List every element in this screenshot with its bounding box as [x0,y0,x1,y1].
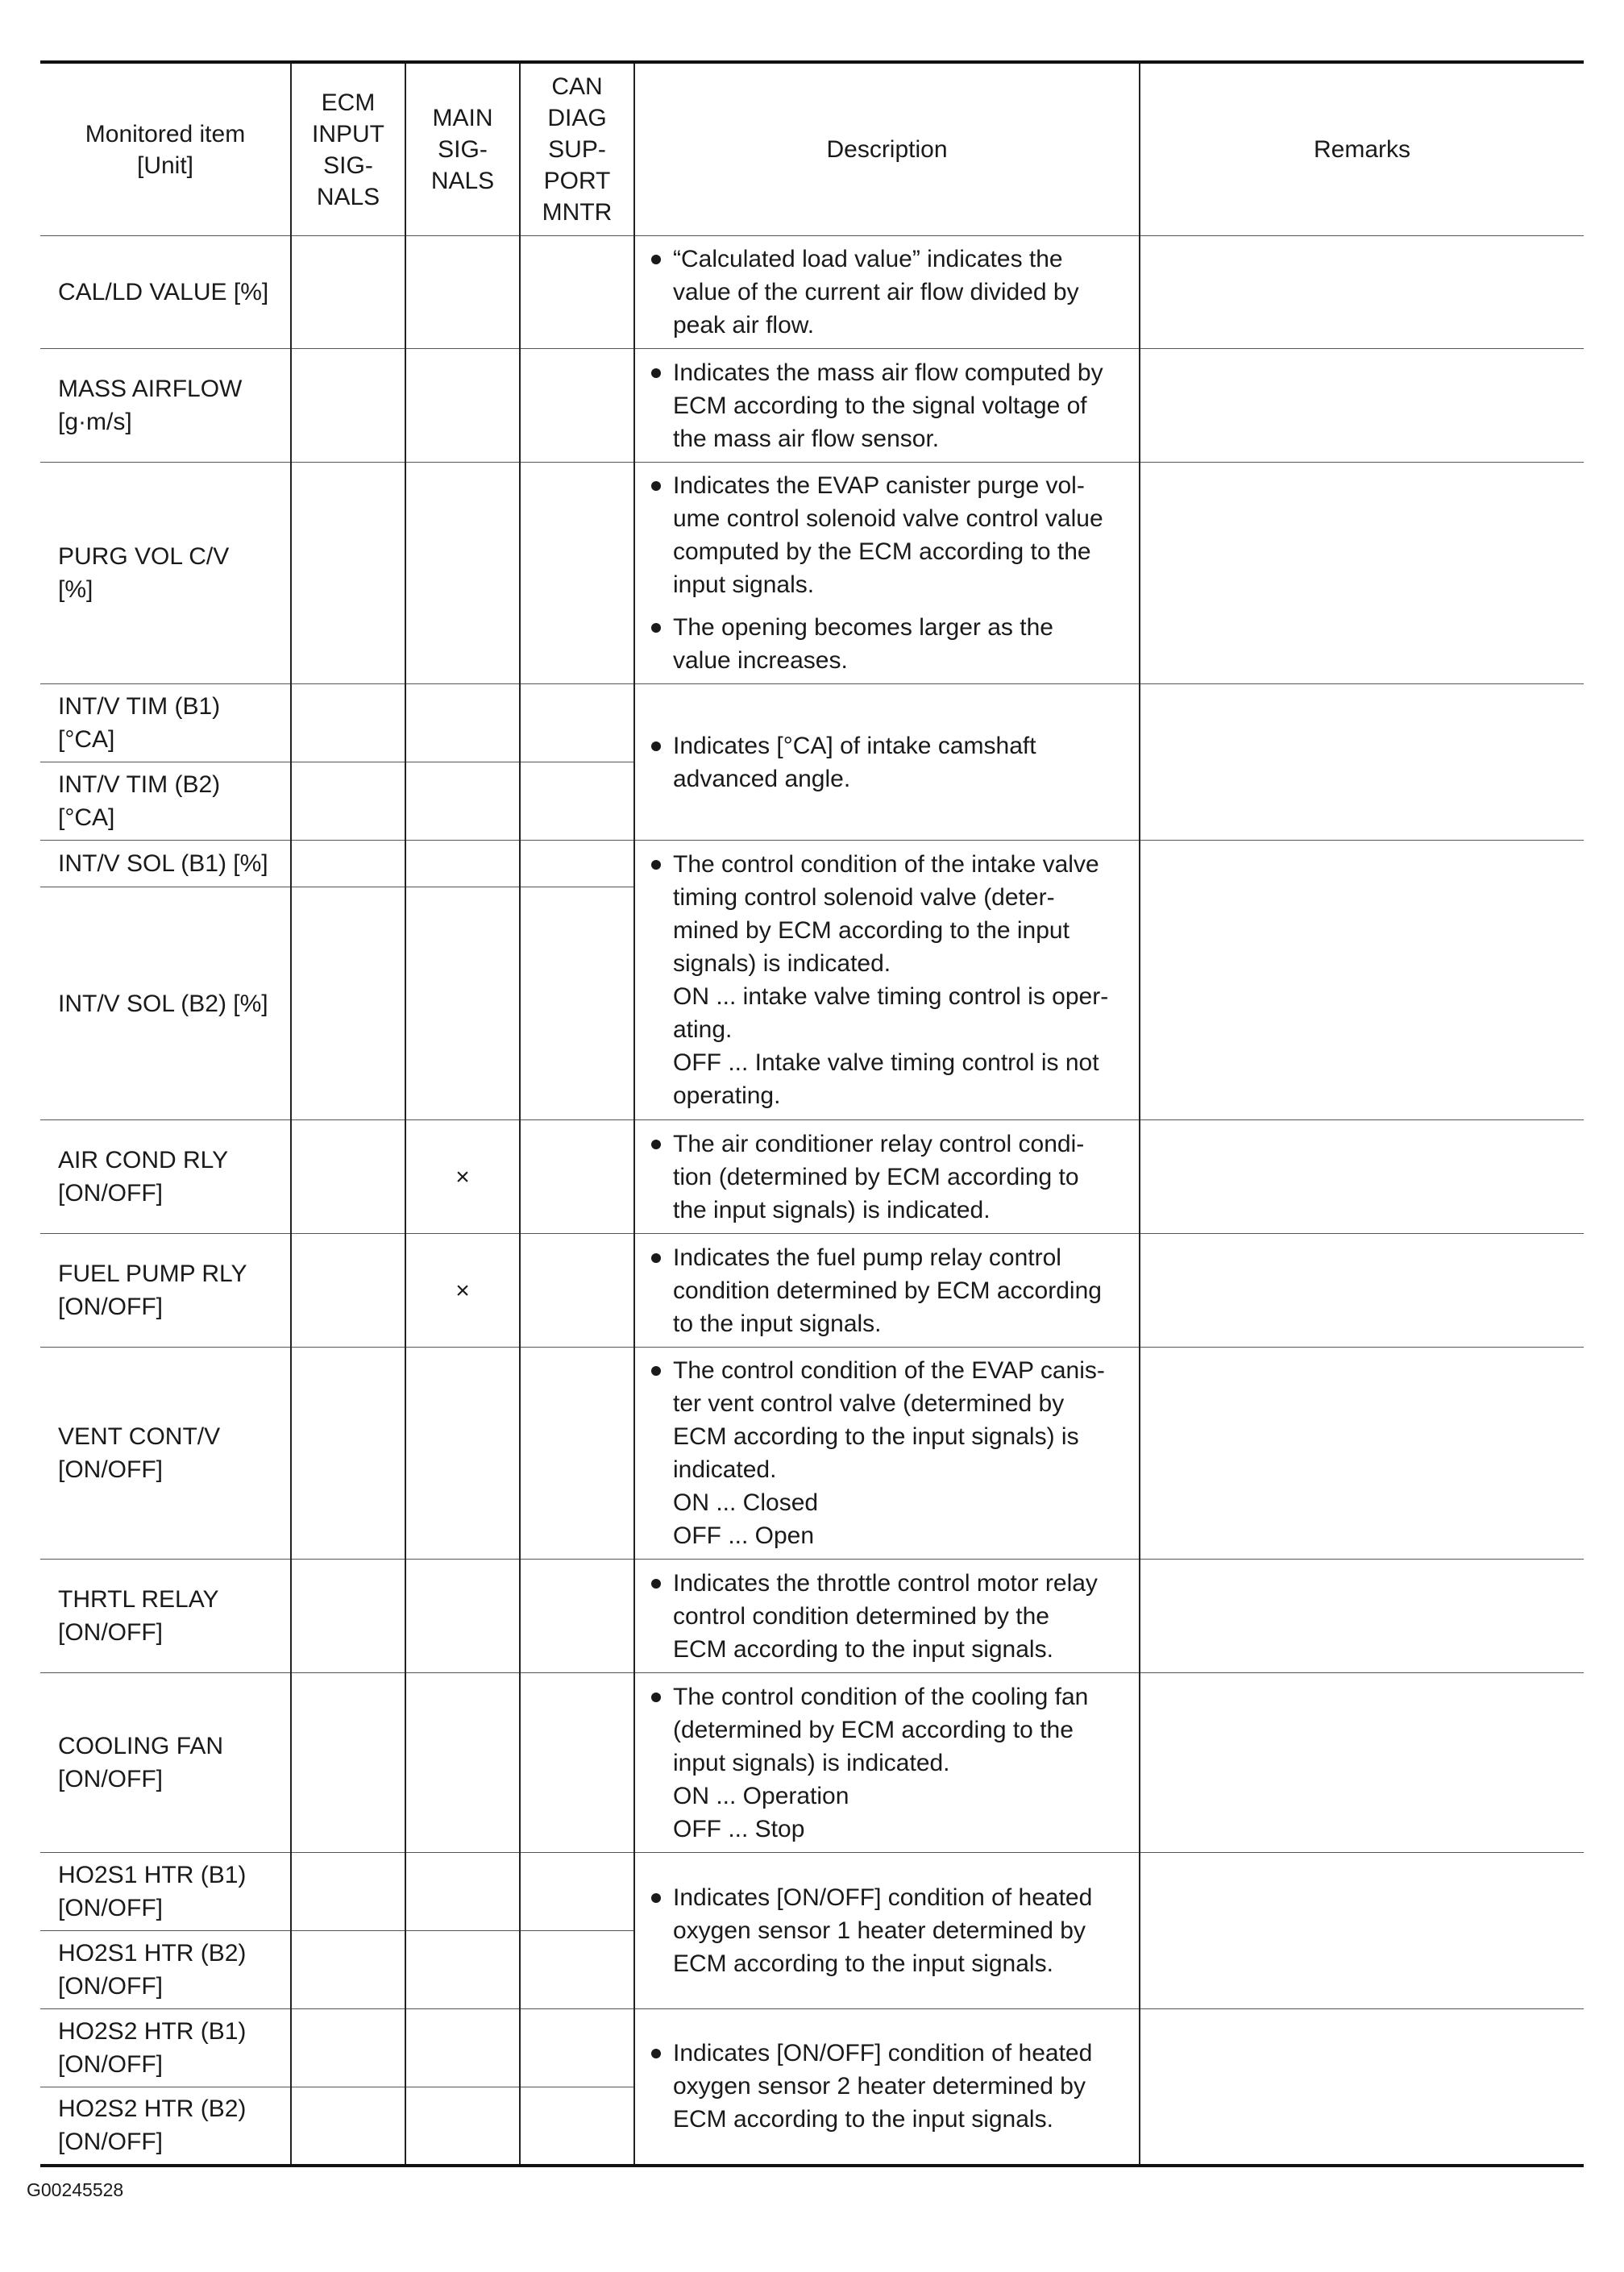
remarks-cell [1140,1348,1584,1560]
text-line: INT/V SOL (B2) [%] [58,990,268,1017]
description-line: signals) is indicated. [673,950,891,977]
description-line: the input signals) is indicated. [673,1196,991,1223]
remarks-cell [1140,1853,1584,2009]
remarks-cell [1140,2009,1584,2166]
ecm-input-cell [291,887,405,1120]
remarks-cell [1140,463,1584,684]
description-line: ON ... Operation [673,1782,849,1809]
monitored-item [40,463,291,684]
description [634,463,1140,684]
row-fuel-pump-rly [40,1234,1584,1348]
text-line: [ON/OFF] [58,1180,163,1207]
description-line: The control condition of the intake valve [673,851,1099,878]
description [634,1673,1140,1853]
text-line: INPUT [312,120,384,147]
remarks-cell [1140,1673,1584,1853]
description-line: value of the current air flow divided by [673,279,1079,305]
description-line: oxygen sensor 1 heater determined by [673,1917,1086,1944]
can-diag-cell [520,1120,634,1234]
monitored-item [40,684,291,762]
text-line: CAL/LD VALUE [%] [58,279,269,305]
can-diag-cell [520,887,634,1120]
main-signals-cell [405,887,520,1120]
monitored-item [40,1348,291,1560]
monitored-item [40,236,291,349]
description [634,1120,1140,1234]
description-bullet [651,1567,1131,1666]
main-signals-cell [405,1560,520,1673]
description-bullet [651,611,1131,677]
can-diag-cell [520,2009,634,2087]
text-line: [ON/OFF] [58,1895,163,1921]
description [634,1560,1140,1673]
bullet-dot-icon [651,860,661,870]
text-line: [ON/OFF] [58,1456,163,1483]
text-line: INT/V TIM (B1) [58,693,221,720]
description-line: Indicates the fuel pump relay control [673,1244,1061,1271]
remarks-cell [1140,841,1584,1120]
description-bullet [651,848,1131,1112]
description-bullet [651,1881,1131,1980]
monitored-item [40,2009,291,2087]
text-line: [°CA] [58,726,115,753]
description-line: operating. [673,1082,781,1109]
description-line: OFF ... Open [673,1522,815,1549]
monitored-item [40,1931,291,2009]
description [634,1348,1140,1560]
text-line: Monitored item [85,120,246,147]
description-line: Indicates [ON/OFF] condition of heated [673,2040,1093,2067]
header-remarks: Remarks [1140,62,1584,236]
can-diag-cell [520,1673,634,1853]
text-line: [ON/OFF] [58,1619,163,1646]
main-signals-cell [405,1931,520,2009]
description-bullet [651,243,1131,342]
description-line: ECM according to the input signals. [673,1635,1053,1663]
text-line: HO2S2 HTR (B2) [58,2095,247,2123]
text-line: THRTL RELAY [58,1586,219,1613]
text-line: DIAG [547,105,607,131]
description-line: control condition determined by the [673,1602,1049,1630]
monitored-item [40,1234,291,1348]
monitored-item [40,762,291,841]
description-line: mined by ECM according to the input [673,917,1070,944]
row-purg-vol-cv [40,463,1584,684]
main-signals-cell [405,1853,520,1931]
text-line: INT/V TIM (B2) [58,771,221,798]
text-line: CAN [551,73,603,100]
main-signals-cell [405,1348,520,1560]
text-line: INT/V SOL (B1) [%] [58,850,268,877]
description [634,349,1140,463]
bullet-dot-icon [651,1140,661,1149]
text-line: HO2S2 HTR (B1) [58,2018,247,2045]
main-signals-cell [405,463,520,684]
text-line: ECM [321,89,376,116]
remarks-cell [1140,1120,1584,1234]
description [634,236,1140,349]
description-line: tion (determined by ECM according to [673,1163,1079,1190]
ecm-input-cell [291,684,405,762]
bullet-dot-icon [651,1366,661,1376]
description-line: ECM according to the input signals. [673,1950,1053,1977]
text-line: [ON/OFF] [58,2129,163,2156]
description-line: Indicates [°CA] of intake camshaft [673,732,1036,759]
main-signals-cell [405,236,520,349]
description-line: ECM according to the input signals. [673,2106,1053,2133]
header-ecm-input-signals [291,62,405,236]
description-line: condition determined by ECM according [673,1277,1102,1304]
text-line: [ON/OFF] [58,1294,163,1320]
description-line: timing control solenoid valve (deter- [673,884,1055,911]
description-bullet [651,469,1131,601]
description-line: input signals. [673,571,815,598]
figure-code: G00245528 [27,2179,124,2200]
can-diag-cell [520,841,634,887]
description-line: Indicates the throttle control motor relay [673,1569,1098,1597]
description-line: computed by the ECM according to the [673,538,1091,565]
row-vent-contv [40,1348,1584,1560]
text-line: [g·m/s] [58,409,132,435]
remarks-cell [1140,236,1584,349]
text-line: MAIN [432,105,493,131]
row-air-cond-rly [40,1120,1584,1234]
row-ho2s2-htr-b1 [40,2009,1584,2087]
text-line: SIG- [323,152,373,179]
remarks-cell [1140,1560,1584,1673]
description-line: ECM according to the input signals) is [673,1423,1079,1450]
can-diag-cell [520,349,634,463]
row-cooling-fan [40,1673,1584,1853]
description-bullet [651,1354,1131,1552]
monitored-item [40,2087,291,2166]
row-intv-tim-b1 [40,684,1584,762]
bullet-dot-icon [651,368,661,378]
text-line: FUEL PUMP RLY [58,1261,247,1287]
ecm-input-cell [291,349,405,463]
description-line: ating. [673,1016,733,1043]
description-line: peak air flow. [673,312,815,339]
description-line: (determined by ECM according to the [673,1716,1074,1743]
remarks-cell [1140,684,1584,841]
description-bullet [651,356,1131,455]
description-line: indicated. [673,1456,777,1483]
bullet-dot-icon [651,741,661,751]
description-line: Indicates [ON/OFF] condition of heated [673,1884,1093,1911]
text-line: SUP- [548,136,606,163]
ecm-input-cell [291,1348,405,1560]
remarks-cell [1140,349,1584,463]
can-diag-cell [520,1560,634,1673]
header-can-diag-support-mntr [520,62,634,236]
text-line: [%] [58,576,93,603]
description-line: ON ... intake valve timing control is oper- [673,983,1109,1010]
description-line: OFF ... Intake valve timing control is not [673,1049,1099,1076]
text-line: HO2S1 HTR (B1) [58,1862,247,1888]
description-line: to the input signals. [673,1310,882,1337]
ecm-input-cell [291,841,405,887]
description-bullet [651,1128,1131,1227]
monitored-item [40,841,291,887]
can-diag-cell [520,236,634,349]
can-diag-cell [520,1853,634,1931]
ecm-input-cell [291,1120,405,1234]
description-line: the mass air flow sensor. [673,425,940,452]
header-description: Description [634,62,1140,236]
description [634,841,1140,1120]
description-line: oxygen sensor 2 heater determined by [673,2073,1086,2100]
row-thrtl-relay [40,1560,1584,1673]
description [634,2009,1140,2166]
can-diag-cell [520,762,634,841]
bullet-dot-icon [651,1693,661,1702]
description-line: OFF ... Stop [673,1815,805,1842]
row-cal-ld-value [40,236,1584,349]
description-line: The control condition of the cooling fan [673,1683,1089,1710]
description-line: The air conditioner relay control condi- [673,1130,1085,1157]
text-line: MNTR [542,199,613,226]
can-diag-cell [520,1234,634,1348]
main-signals-cell [405,1673,520,1853]
text-line: SIG- [438,136,488,163]
description [634,684,1140,841]
main-signals-mark: × [405,1120,520,1234]
description-line: ON ... Closed [673,1489,819,1516]
can-diag-cell [520,1348,634,1560]
text-line: [ON/OFF] [58,2051,163,2078]
description-line: input signals) is indicated. [673,1749,950,1776]
row-ho2s1-htr-b1 [40,1853,1584,1931]
description-line: value increases. [673,647,848,674]
row-intv-sol-b1 [40,841,1584,887]
bullet-dot-icon [651,1579,661,1589]
main-signals-cell [405,2087,520,2166]
main-signals-cell [405,349,520,463]
monitored-item [40,887,291,1120]
main-signals-cell [405,684,520,762]
can-diag-cell [520,463,634,684]
ecm-input-cell [291,1234,405,1348]
text-line: COOLING FAN [58,1733,224,1759]
can-diag-cell [520,684,634,762]
ecm-input-cell [291,463,405,684]
description-line: The opening becomes larger as the [673,614,1053,641]
text-line: PURG VOL C/V [58,543,230,570]
main-signals-cell [405,841,520,887]
description-line: advanced angle. [673,765,851,792]
header-main-signals [405,62,520,236]
main-signals-cell [405,762,520,841]
row-mass-airflow [40,349,1584,463]
bullet-dot-icon [651,2049,661,2058]
monitored-item [40,1853,291,1931]
description-bullet [651,1680,1131,1846]
description-bullet [651,729,1131,795]
monitored-item [40,1560,291,1673]
text-line: HO2S1 HTR (B2) [58,1940,247,1967]
bullet-dot-icon [651,255,661,264]
ecm-input-cell [291,1853,405,1931]
text-line: [°CA] [58,804,115,831]
text-line: NALS [430,168,495,194]
main-signals-mark: × [405,1234,520,1348]
description-line: ume control solenoid valve control value [673,505,1103,532]
text-line: [Unit] [136,152,194,179]
header-monitored-item [40,62,291,236]
bullet-dot-icon [651,1893,661,1903]
text-line: VENT CONT/V [58,1423,221,1450]
text-line: PORT [543,168,611,194]
monitored-item [40,1673,291,1853]
description-bullet [651,1241,1131,1340]
description-line: The control condition of the EVAP canis- [673,1357,1105,1384]
description-line: ECM according to the signal voltage of [673,392,1087,419]
text-line: MASS AIRFLOW [58,376,243,402]
description-bullet [651,2037,1131,2136]
ecm-input-cell [291,762,405,841]
bullet-dot-icon [651,481,661,491]
description [634,1234,1140,1348]
description-line: Indicates the mass air flow computed by [673,359,1103,386]
ecm-input-cell [291,1673,405,1853]
can-diag-cell [520,1931,634,2009]
main-signals-cell [405,2009,520,2087]
description-line: ter vent control valve (determined by [673,1390,1065,1417]
monitored-items-table [40,60,1584,2167]
description-line: Indicates the EVAP canister purge vol- [673,472,1085,499]
bullet-dot-icon [651,1253,661,1263]
ecm-input-cell [291,1931,405,2009]
text-line: NALS [316,183,380,210]
description [634,1853,1140,2009]
description-line: “Calculated load value” indicates the [673,246,1063,272]
text-line: [ON/OFF] [58,1766,163,1792]
text-line: AIR COND RLY [58,1147,229,1173]
ecm-input-cell [291,1560,405,1673]
ecm-input-cell [291,236,405,349]
can-diag-cell [520,2087,634,2166]
monitored-item [40,349,291,463]
text-line: [ON/OFF] [58,1973,163,2000]
header-row [40,62,1584,236]
remarks-cell [1140,1234,1584,1348]
monitored-item [40,1120,291,1234]
bullet-dot-icon [651,623,661,633]
ecm-input-cell [291,2009,405,2087]
ecm-input-cell [291,2087,405,2166]
